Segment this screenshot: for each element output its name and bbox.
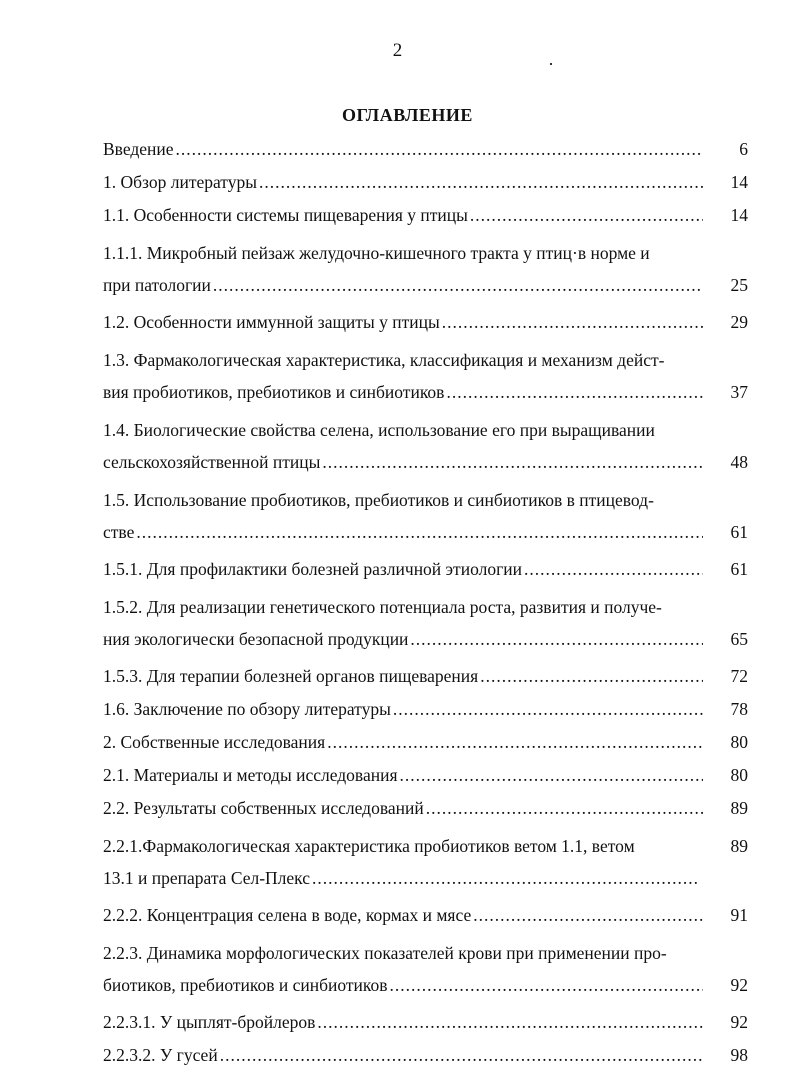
toc-entry-text: 1.5.1. Для профилактики болезней различной этиологии	[103, 559, 522, 579]
toc-entry[interactable]	[103, 200, 748, 231]
toc-entry[interactable]	[103, 414, 748, 478]
toc-dot-leader	[312, 862, 698, 894]
toc-dot-leader	[442, 307, 703, 338]
toc-page-number: 6	[739, 139, 748, 159]
toc-entry-text: сельскохозяйственной птицы	[103, 452, 321, 472]
toc-page-number: 89	[730, 836, 748, 856]
toc-dot-leader	[322, 446, 703, 478]
toc-entry[interactable]	[103, 727, 748, 758]
toc-dot-leader	[327, 727, 703, 758]
toc-page-number: 91	[730, 905, 748, 925]
toc-entry-text: 1.2. Особенности иммунной защиты у птицы	[103, 312, 440, 332]
toc-dot-leader	[524, 554, 703, 585]
toc-page-number: 80	[730, 765, 748, 785]
toc-entry[interactable]	[103, 760, 748, 791]
toc-page-number: 78	[730, 699, 748, 719]
toc-entry-text: 1.5.3. Для терапии болезней органов пищеварения	[103, 666, 479, 686]
toc-dot-leader	[393, 694, 703, 725]
toc-page-number: 65	[730, 629, 748, 649]
toc-title: ОГЛАВЛЕНИЕ	[342, 105, 473, 125]
toc-entry[interactable]	[103, 1040, 748, 1071]
toc-dot-leader	[390, 969, 703, 1001]
toc-entry-text: 2. Собственные исследования	[103, 732, 326, 752]
toc-entry-text: стве	[103, 522, 135, 542]
toc-entry-text: 1.1.1. Микробный пейзаж желудочно-кишечного тракта у птиц·в норме и	[103, 243, 650, 263]
toc-dot-leader	[410, 623, 703, 655]
toc-entry[interactable]	[103, 591, 748, 655]
toc-entry[interactable]	[103, 661, 748, 692]
toc-dot-leader	[446, 376, 703, 408]
toc-entry[interactable]	[103, 937, 748, 1001]
toc-entry-text: вия пробиотиков, пребиотиков и синбиотиков	[103, 382, 445, 402]
toc-entry-text: 2.2.2. Концентрация селена в воде, кормах и мясе	[103, 905, 472, 925]
toc-page-number: 89	[730, 798, 748, 818]
toc-page-number: 92	[730, 975, 748, 995]
toc-dot-leader	[470, 200, 703, 231]
toc-page-number: 48	[730, 452, 748, 472]
toc-dot-leader	[259, 167, 703, 198]
toc-entry-text: 2.2.3.2. У гусей	[103, 1045, 218, 1065]
toc-entry-text: 1.1. Особенности системы пищеварения у птицы	[103, 205, 468, 225]
toc-page-number: 29	[730, 312, 748, 332]
toc-page-number: 25	[730, 275, 748, 295]
toc-entry-text: биотиков, пребиотиков и синбиотиков	[103, 975, 388, 995]
toc-page-number: 98	[730, 1045, 748, 1065]
toc-entry[interactable]	[103, 830, 748, 894]
toc-entry[interactable]	[103, 484, 748, 548]
toc-entry-text: 1.6. Заключение по обзору литературы	[103, 699, 391, 719]
toc-page-number: 14	[730, 172, 748, 192]
toc-entry[interactable]	[103, 237, 748, 301]
toc-dot-leader	[176, 134, 703, 165]
toc-entry-text: 1.3. Фармакологическая характеристика, классификация и механизм дейст-	[103, 350, 665, 370]
toc-entry[interactable]	[103, 1007, 748, 1038]
toc-entry-text: ния экологически безопасной продукции	[103, 629, 409, 649]
toc-page-number: 61	[730, 559, 748, 579]
toc-dot-leader	[480, 661, 703, 692]
toc-entry[interactable]	[103, 900, 748, 931]
toc-entry[interactable]	[103, 167, 748, 198]
toc-entry[interactable]	[103, 307, 748, 338]
toc-entry[interactable]	[103, 793, 748, 824]
toc-dot-leader	[213, 269, 703, 301]
toc-dot-leader	[400, 760, 703, 791]
toc-dot-leader	[473, 900, 703, 931]
toc-page-number: 92	[730, 1012, 748, 1032]
toc-dot-leader	[136, 516, 703, 548]
toc-dot-leader	[317, 1007, 703, 1038]
toc-dot-leader	[220, 1040, 703, 1071]
toc-entry-text: 2.1. Материалы и методы исследования	[103, 765, 398, 785]
toc-dot-leader	[426, 793, 703, 824]
toc-entry[interactable]	[103, 134, 748, 165]
toc-page-number: 14	[730, 205, 748, 225]
toc-entry-text: 2.2.1.Фармакологическая характеристика пробиотиков ветом 1.1, ветом	[103, 836, 635, 856]
toc-page-number: 80	[730, 732, 748, 752]
toc-entry-text: Введение	[103, 139, 174, 159]
toc-entry-text: 13.1 и препарата Сел-Плекс	[103, 868, 311, 888]
toc-entry[interactable]	[103, 694, 748, 725]
toc-page-number: 37	[730, 382, 748, 402]
table-of-contents	[103, 134, 748, 1071]
toc-entry-text: 1.5. Использование пробиотиков, пребиотиков и синбиотиков в птицевод-	[103, 490, 654, 510]
toc-entry-text: при патологии	[103, 275, 211, 295]
toc-entry-text: 2.2.3. Динамика морфологических показателей крови при применении про-	[103, 943, 667, 963]
toc-entry-text: 1.5.2. Для реализации генетического потенциала роста, развития и получе-	[103, 597, 662, 617]
toc-entry-text: 1.4. Биологические свойства селена, использование его при выращивании	[103, 420, 655, 440]
page-number: 2	[392, 40, 403, 61]
toc-page-number: 72	[730, 666, 748, 686]
scan-speck	[550, 63, 552, 65]
toc-entry[interactable]	[103, 554, 748, 585]
toc-entry-text: 2.2.3.1. У цыплят-бройлеров	[103, 1012, 316, 1032]
toc-entry[interactable]	[103, 344, 748, 408]
toc-entry-text: 2.2. Результаты собственных исследований	[103, 798, 424, 818]
toc-entry-text: 1. Обзор литературы	[103, 172, 257, 192]
toc-page-number: 61	[730, 522, 748, 542]
